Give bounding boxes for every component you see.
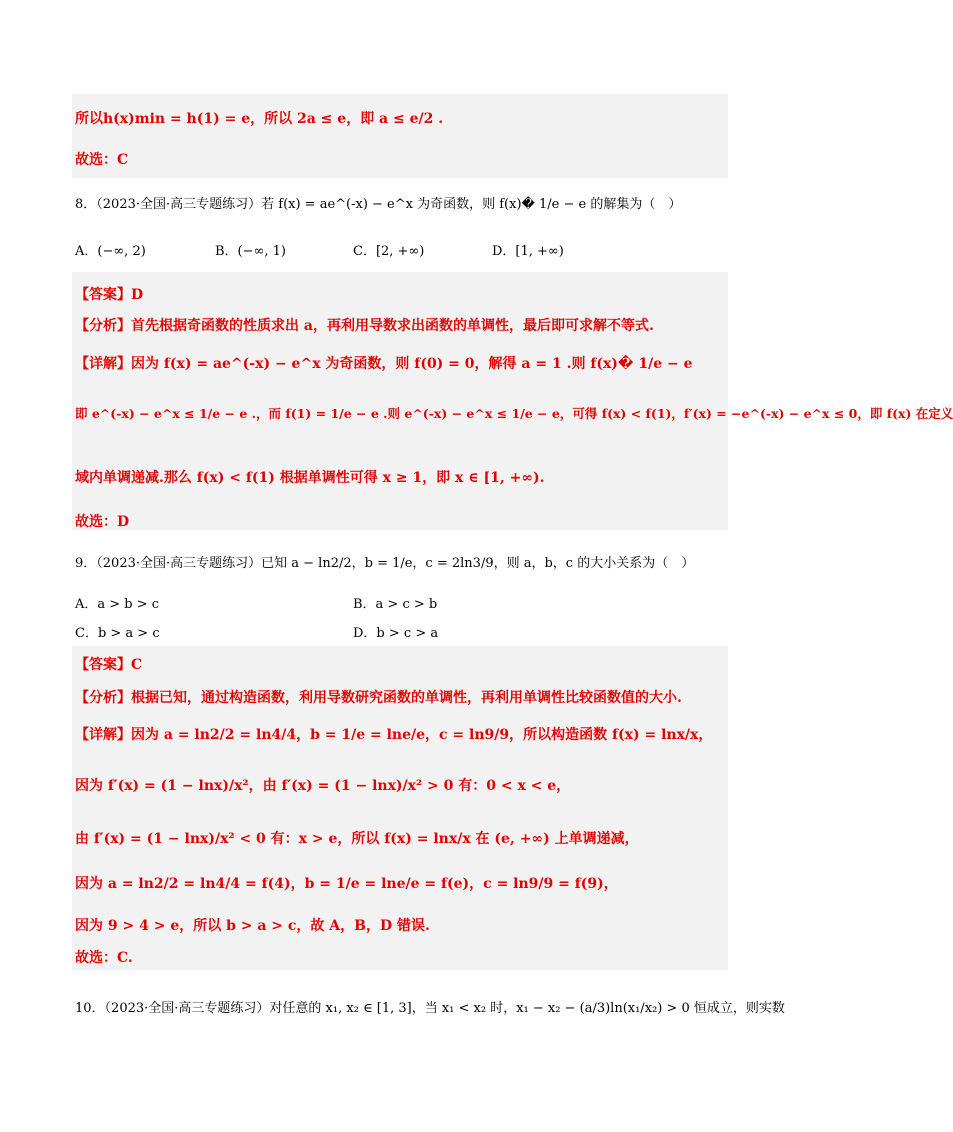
q9-detail-4: 因为 a = ln2/2 = ln4/4 = f(4)，b = 1/e = lne/e = f(e)，c = ln9/9 = f(9)，: [75, 876, 618, 892]
q9-detail-5: 因为 9 > 4 > e，所以 b > a > c，故 A，B，D 错误.: [75, 918, 430, 934]
q8-choice: 故选：D: [75, 514, 130, 530]
q8-option-d: D．[1, +∞): [492, 244, 564, 259]
q8-option-a: A．(−∞, 2): [75, 244, 146, 259]
q8-detail-3: 域内单调递减.那么 f(x) < f(1) 根据单调性可得 x ≥ 1，即 x ∈ [1, +∞).: [75, 470, 545, 486]
q9-option-b: B．a > c > b: [353, 597, 438, 612]
question-8-stem: 8．（2023·全国·高三专题练习）若 f(x) = ae^(-x) − e^x 为奇函数，则 f(x)� 1/e − e 的解集为（ ）: [75, 197, 682, 212]
q8-option-c: C．[2, +∞): [353, 244, 425, 259]
q9-detail-3: 由 f′(x) = (1 − lnx)/x² < 0 有：x > e，所以 f(x) = lnx/x 在 (e, +∞) 上单调递减，: [75, 831, 639, 847]
q9-answer: 【答案】C: [75, 657, 143, 673]
q9-analysis: 【分析】根据已知，通过构造函数，利用导数研究函数的单调性，再利用单调性比较函数值的大小.: [75, 690, 682, 706]
q8-detail-1: 【详解】因为 f(x) = ae^(-x) − e^x 为奇函数，则 f(0) = 0，解得 a = 1 .则 f(x)� 1/e − e: [75, 356, 693, 372]
question-9-stem: 9．（2023·全国·高三专题练习）已知 a − ln2/2，b = 1/e，c = 2ln3/9，则 a，b，c 的大小关系为（ ）: [75, 556, 695, 571]
solution-box-q7: [72, 94, 728, 178]
q9-detail-1: 【详解】因为 a = ln2/2 = ln4/4，b = 1/e = lne/e，c = ln9/9，所以构造函数 f(x) = lnx/x，: [75, 727, 713, 743]
solution-box-q8: [72, 272, 728, 530]
q8-option-b: B．(−∞, 1): [215, 244, 286, 259]
solution-line: 所以h(x)min = h(1) = e，所以 2a ≤ e，即 a ≤ e/2 .: [75, 111, 444, 127]
q9-option-a: A．a > b > c: [75, 597, 160, 612]
question-10-stem: 10．（2023·全国·高三专题练习）对任意的 x₁, x₂ ∈ [1, 3]，当 x₁ < x₂ 时，x₁ − x₂ − (a/3)ln(x₁/x₂) > 0 恒成立，则实数: [75, 1001, 785, 1016]
q8-detail-2: 即 e^(-x) − e^x ≤ 1/e − e .，而 f(1) = 1/e − e .则 e^(-x) − e^x ≤ 1/e − e，可得 f(x) < f(1)，f′(x) = −e^(-x) − e^x ≤ 0，即 f(x) 在定义: [75, 406, 953, 421]
choice-line: 故选：C: [75, 152, 129, 168]
q9-option-d: D．b > c > a: [353, 626, 439, 641]
q8-analysis: 【分析】首先根据奇函数的性质求出 a，再利用导数求出函数的单调性，最后即可求解不等式.: [75, 318, 654, 334]
q8-answer: 【答案】D: [75, 287, 144, 303]
q9-choice: 故选：C.: [75, 950, 133, 966]
q9-detail-2: 因为 f′(x) = (1 − lnx)/x²，由 f′(x) = (1 − lnx)/x² > 0 有：0 < x < e，: [75, 778, 571, 794]
q9-option-c: C．b > a > c: [75, 626, 160, 641]
